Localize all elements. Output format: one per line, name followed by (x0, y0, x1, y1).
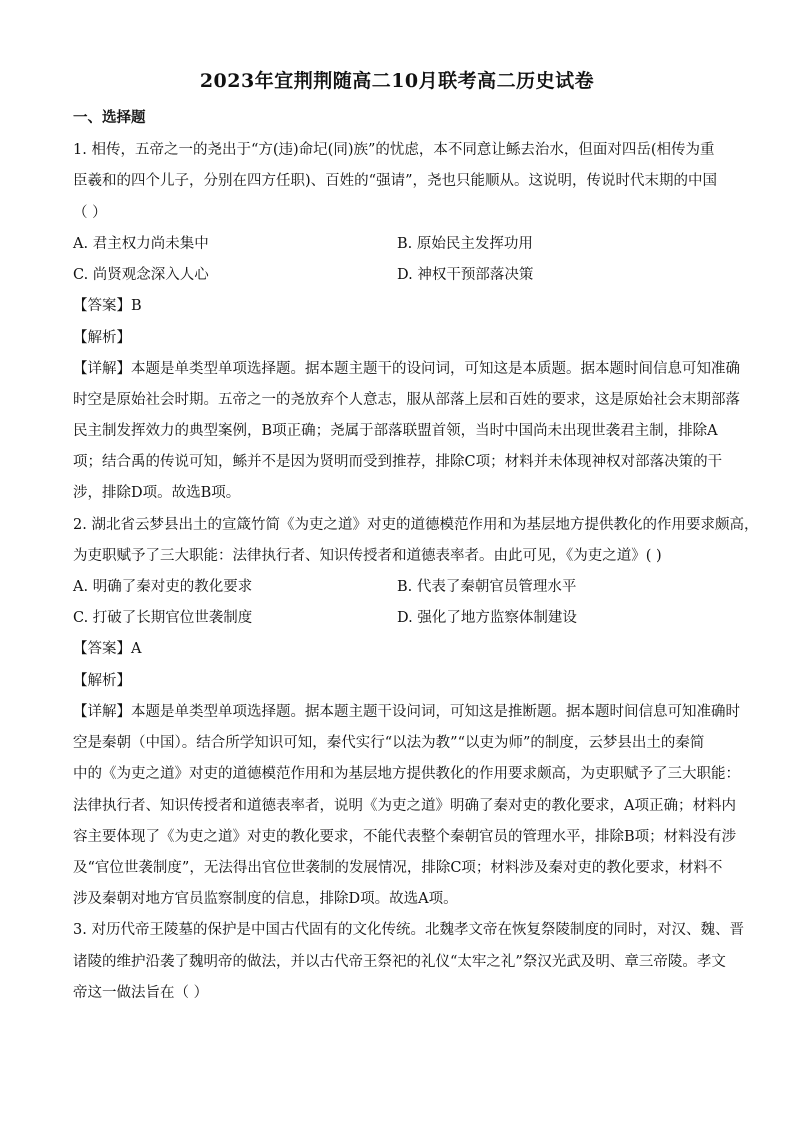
q1-answer-value: B (131, 298, 142, 314)
q2-detail-text-1: 本题是单类型单项选择题。据本题主题干设问词，可知这是推断题。据本题时间信息可知准确时 (131, 704, 740, 720)
q2-option-a: A. 明确了秦对吏的教化要求 (73, 579, 253, 595)
q2-option-b: B. 代表了秦朝官员管理水平 (397, 579, 577, 595)
q1-detail-line-2: 时空是原始社会时期。五帝之一的尧放弃个人意志，服从部落上层和百姓的要求，这是原始社会末期部落 (73, 392, 740, 408)
q1-detail-line-3: 民主制发挥效力的典型案例，B项正确；尧属于部落联盟首领，当时中国尚未出现世袭君主制，排除A (73, 423, 718, 439)
q2-option-c: C. 打破了长期官位世袭制度 (73, 610, 253, 626)
q1-detail-line-4: 项；结合禹的传说可知，鲧并不是因为贤明而受到推荐，排除C项；材料并未体现神权对部落决策的干 (73, 454, 723, 470)
q3-line-2: 诸陵的维护沿袭了魏明帝的做法，并以古代帝王祭祀的礼仪“太牢之礼”祭汉光武及明、章三帝陵。孝文 (73, 954, 726, 970)
q1-detail-text-1: 本题是单类型单项选择题。据本题主题干的设问词，可知这是本质题。据本题时间信息可知准确 (131, 361, 740, 377)
q2-detail-line-5: 容主要体现了《为吏之道》对吏的教化要求，不能代表整个秦朝官员的管理水平，排除B项；材料没有涉 (73, 829, 737, 845)
q1-detail-tag: 【详解】 (73, 361, 131, 377)
q1-line-2: 臣羲和的四个儿子，分别在四方任职)、百姓的“强请”，尧也只能顺从。这说明，传说时代末期的中国 (73, 173, 717, 189)
q2-detail-line-2: 空是秦朝（中国）。结合所学知识可知，秦代实行“以法为教”“以吏为师”的制度，云梦县出土的秦简 (73, 735, 705, 751)
q1-answer (73, 297, 142, 315)
q2-detail-line-6: 及“官位世袭制度”，无法得出官位世袭制的发展情况，排除C项；材料涉及秦对吏的教化要求，材料不 (73, 860, 723, 876)
section-heading: 一、选择题 (73, 109, 146, 126)
q2-line-1: 2. 湖北省云梦县出土的宣箴竹简《为吏之道》对吏的道德模范作用和为基层地方提供教化的作用要求颇高， (73, 517, 759, 533)
q2-detail-line-7: 涉及秦朝对地方官员监察制度的信息，排除D项。故选A项。 (73, 891, 458, 907)
q1-detail-line-5: 涉，排除D项。故选B项。 (73, 485, 241, 501)
q1-option-c: C. 尚贤观念深入人心 (73, 267, 209, 283)
q2-analysis-tag: 【解析】 (73, 673, 131, 689)
q3-line-3: 帝这一做法旨在（ ） (73, 985, 209, 1001)
q1-line-1: 1. 相传，五帝之一的尧出于“方(违)命圮(同)族”的忧虑，本不同意让鲧去治水，但面对四岳(相传为重 (73, 142, 715, 158)
q2-line-2: 为吏职赋予了三大职能：法律执行者、知识传授者和道德表率者。由此可见，《为吏之道》( ) (73, 548, 662, 564)
q1-analysis-tag: 【解析】 (73, 330, 131, 346)
q2-detail-line-1 (73, 703, 740, 721)
q1-option-a: A. 君主权力尚未集中 (73, 236, 209, 252)
q2-answer (73, 640, 141, 658)
q3-line-1: 3. 对历代帝王陵墓的保护是中国古代固有的文化传统。北魏孝文帝在恢复祭陵制度的同时，对汉、魏、晋 (73, 922, 744, 938)
q2-detail-tag: 【详解】 (73, 704, 131, 720)
q1-option-d: D. 神权干预部落决策 (397, 267, 534, 283)
q2-detail-line-4: 法律执行者、知识传授者和道德表率者，说明《为吏之道》明确了秦对吏的教化要求，A项正确；材料内 (73, 798, 736, 814)
q2-detail-line-3: 中的《为吏之道》对吏的道德模范作用和为基层地方提供教化的作用要求颇高，为吏职赋予了三大职能： (73, 766, 740, 782)
q1-answer-tag: 【答案】 (73, 298, 131, 314)
q1-line-3: （ ） (73, 205, 107, 221)
q1-detail-line-1 (73, 360, 740, 378)
q1-option-b: B. 原始民主发挥功用 (397, 236, 533, 252)
q2-option-d: D. 强化了地方监察体制建设 (397, 610, 577, 626)
q2-answer-value: A (131, 641, 142, 657)
page-title: 2023年宜荆荆随高二10月联考高二历史试卷 (199, 70, 595, 92)
q2-answer-tag: 【答案】 (73, 641, 131, 657)
